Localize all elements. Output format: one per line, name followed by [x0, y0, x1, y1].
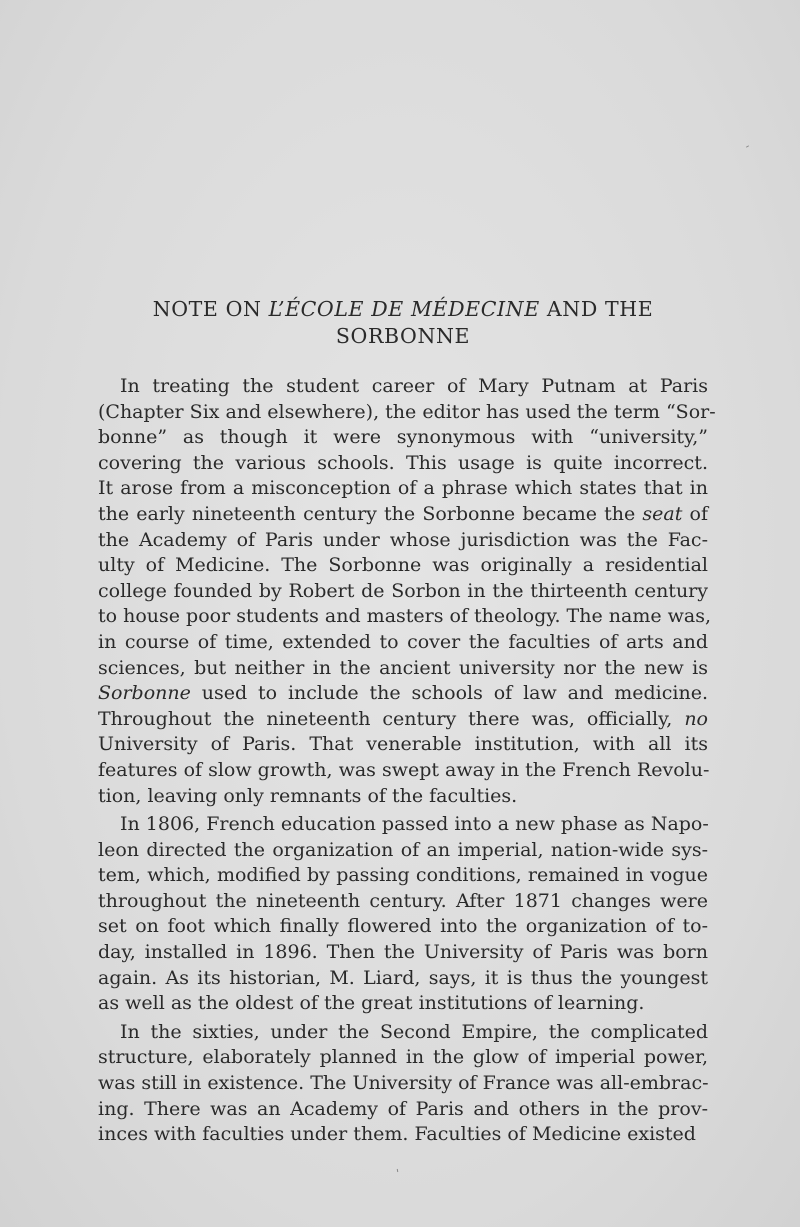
title-line-2: SORBONNE — [335, 324, 471, 348]
title-line-1: NOTE ON L’ÉCOLE DE MÉDECINE AND THE — [152, 297, 654, 321]
text-line: tem, which, modified by passing conditions, remained in vogue — [98, 864, 708, 887]
paragraph — [98, 812, 708, 1017]
text-line: day, installed in 1896. Then the University of Paris was born — [98, 941, 708, 964]
page-title — [98, 296, 708, 350]
paragraph — [98, 374, 716, 809]
text-line: leon directed the organization of an imperial, nation-wide sys- — [98, 838, 708, 861]
text-line: structure, elaborately planned in the glow of imperial power, — [98, 1046, 708, 1069]
text-line: In the sixties, under the Second Empire, the complicated — [120, 1020, 708, 1043]
text-line: as well as the oldest of the great institutions of learning. — [98, 992, 645, 1015]
paper-speck — [746, 145, 749, 147]
text-line: covering the various schools. This usage is quite incorrect. — [98, 451, 708, 474]
text-line: In treating the student career of Mary Putnam at Paris — [120, 375, 708, 397]
text-line: sciences, but neither in the ancient university nor the new is — [98, 656, 708, 679]
text-line: to house poor students and masters of theology. The name was, — [98, 605, 712, 628]
text-line: (Chapter Six and elsewhere), the editor has used the term “Sor- — [98, 400, 716, 423]
text-line: in course of time, extended to cover the faculties of arts and — [98, 630, 708, 653]
text-line: again. As its historian, M. Liard, says, it is thus the youngest — [98, 966, 708, 989]
text-line: ing. There was an Academy of Paris and others in the prov- — [98, 1097, 708, 1120]
text-line: Throughout the nineteenth century there was, officially, no — [98, 707, 708, 730]
document-page — [98, 296, 716, 1151]
text-line: features of slow growth, was swept away in the French Revolu- — [98, 758, 710, 781]
body-text — [98, 374, 716, 1148]
title-italic: L’ÉCOLE DE MÉDECINE — [268, 297, 540, 321]
text-line: It arose from a misconception of a phrase which states that in — [98, 477, 708, 500]
text-line: throughout the nineteenth century. After 1871 changes were — [98, 889, 708, 912]
text-line: set on foot which finally flowered into the organization of to- — [98, 915, 708, 938]
text-line: Sorbonne used to include the schools of law and medicine. — [98, 682, 708, 705]
paper-speck — [397, 1169, 399, 1172]
text-line: college founded by Robert de Sorbon in the thirteenth century — [98, 579, 708, 602]
text-line: was still in existence. The University of France was all-embrac- — [98, 1072, 709, 1095]
text-line: inces with faculties under them. Faculties of Medicine existed — [98, 1123, 696, 1146]
text-line: the early nineteenth century the Sorbonne became the seat of — [98, 502, 709, 525]
text-line: University of Paris. That venerable institution, with all its — [98, 733, 708, 756]
text-line: ulty of Medicine. The Sorbonne was originally a residential — [98, 554, 708, 577]
text-line: In 1806, French education passed into a new phase as Napo- — [120, 813, 709, 836]
paragraph — [98, 1020, 708, 1148]
text-line: tion, leaving only remnants of the faculties. — [98, 784, 518, 807]
text-line: the Academy of Paris under whose jurisdiction was the Fac- — [98, 528, 708, 551]
text-line: bonne” as though it were synonymous with “university,” — [98, 426, 708, 449]
